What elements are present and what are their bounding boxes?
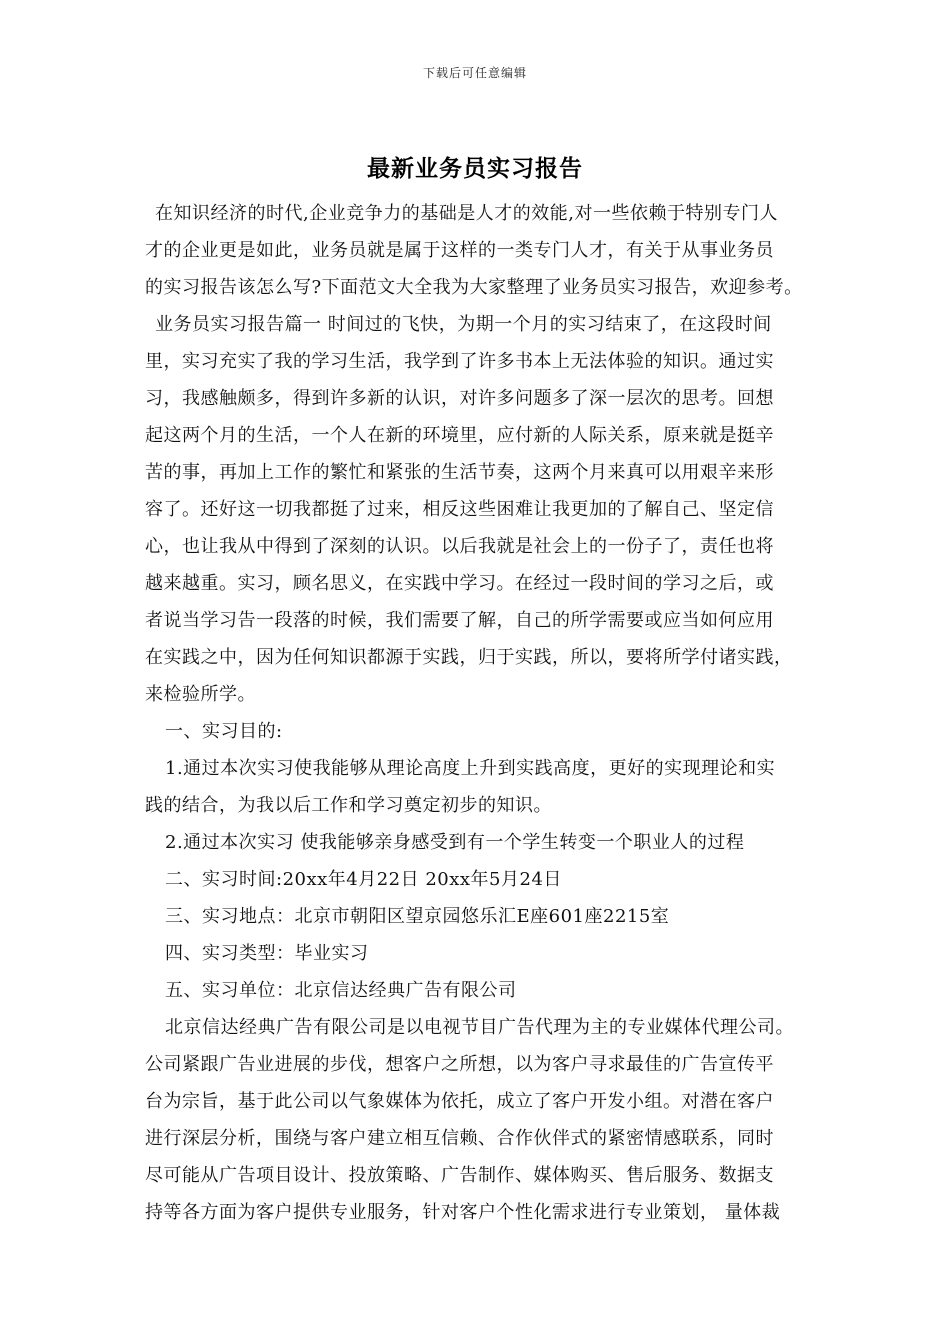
text-line: 苦的事，再加上工作的繁忙和紧张的生活节奏，这两个月来真可以用艰辛来形	[145, 462, 774, 483]
document-title: 最新业务员实习报告	[367, 155, 583, 182]
text-line: 业务员实习报告篇一 时间过的飞快，为期一个月的实习结束了，在这段时间	[155, 314, 772, 335]
section-heading: 三、实习地点：北京市朝阳区望京园悠乐汇E座601座2215室	[165, 906, 670, 927]
text-line: 里，实习充实了我的学习生活，我学到了许多书本上无法体验的知识。通过实	[145, 351, 774, 372]
text-line: 者说当学习告一段落的时候，我们需要了解，自己的所学需要或应当如何应用	[145, 610, 774, 631]
text-line: 持等各方面为客户提供专业服务，针对客户个性化需求进行专业策划， 量体裁	[145, 1202, 781, 1223]
text-line: 来检验所学。	[145, 684, 256, 705]
text-line: 容了。还好这一切我都挺了过来，相反这些困难让我更加的了解自己、坚定信	[145, 499, 774, 520]
text-line: 在知识经济的时代,企业竞争力的基础是人才的效能,对一些依赖于特别专门人	[155, 203, 778, 224]
text-line: 起这两个月的生活，一个人在新的环境里，应付新的人际关系，原来就是挺辛	[145, 425, 774, 446]
text-line: 越来越重。实习，顾名思义，在实践中学习。在经过一段时间的学习之后，或	[145, 573, 774, 594]
text-line: 台为宗旨，基于此公司以气象媒体为依托，成立了客户开发小组。对潜在客户	[145, 1091, 774, 1112]
text-line: 践的结合，为我以后工作和学习奠定初步的知识。	[145, 795, 552, 816]
section-heading: 二、实习时间:20xx年4月22日 20xx年5月24日	[165, 869, 562, 890]
text-line: 北京信达经典广告有限公司是以电视节目广告代理为主的专业媒体代理公司。	[165, 1017, 794, 1038]
text-line: 习，我感触颇多，得到许多新的认识，对许多问题多了深一层次的思考。回想	[145, 388, 774, 409]
text-line: 尽可能从广告项目设计、投放策略、广告制作、媒体购买、售后服务、数据支	[145, 1165, 774, 1186]
text-line: 在实践之中，因为任何知识都源于实践，归于实践，所以，要将所学付诸实践，	[145, 647, 793, 668]
text-line: 的实习报告该怎么写?下面范文大全我为大家整理了业务员实习报告，欢迎参考。	[145, 277, 803, 298]
text-line: 1.通过本次实习使我能够从理论高度上升到实践高度，更好的实现理论和实	[165, 758, 776, 779]
text-line: 公司紧跟广告业进展的步伐，想客户之所想，以为客户寻求最佳的广告宣传平	[145, 1054, 774, 1075]
text-line: 进行深层分析，围绕与客户建立相互信赖、合作伙伴式的紧密情感联系，同时	[145, 1128, 774, 1149]
body-text	[145, 195, 825, 1231]
section-heading: 五、实习单位：北京信达经典广告有限公司	[165, 980, 517, 1001]
text-line: 2.通过本次实习 使我能够亲身感受到有一个学生转变一个职业人的过程	[165, 832, 745, 853]
header-note: 下载后可任意编辑	[422, 66, 527, 80]
section-heading: 四、实习类型：毕业实习	[165, 943, 369, 964]
text-line: 才的企业更是如此，业务员就是属于这样的一类专门人才，有关于从事业务员	[145, 240, 774, 261]
section-heading: 一、实习目的:	[165, 721, 283, 742]
text-line: 心，也让我从中得到了深刻的认识。以后我就是社会上的一份子了，责任也将	[145, 536, 774, 557]
